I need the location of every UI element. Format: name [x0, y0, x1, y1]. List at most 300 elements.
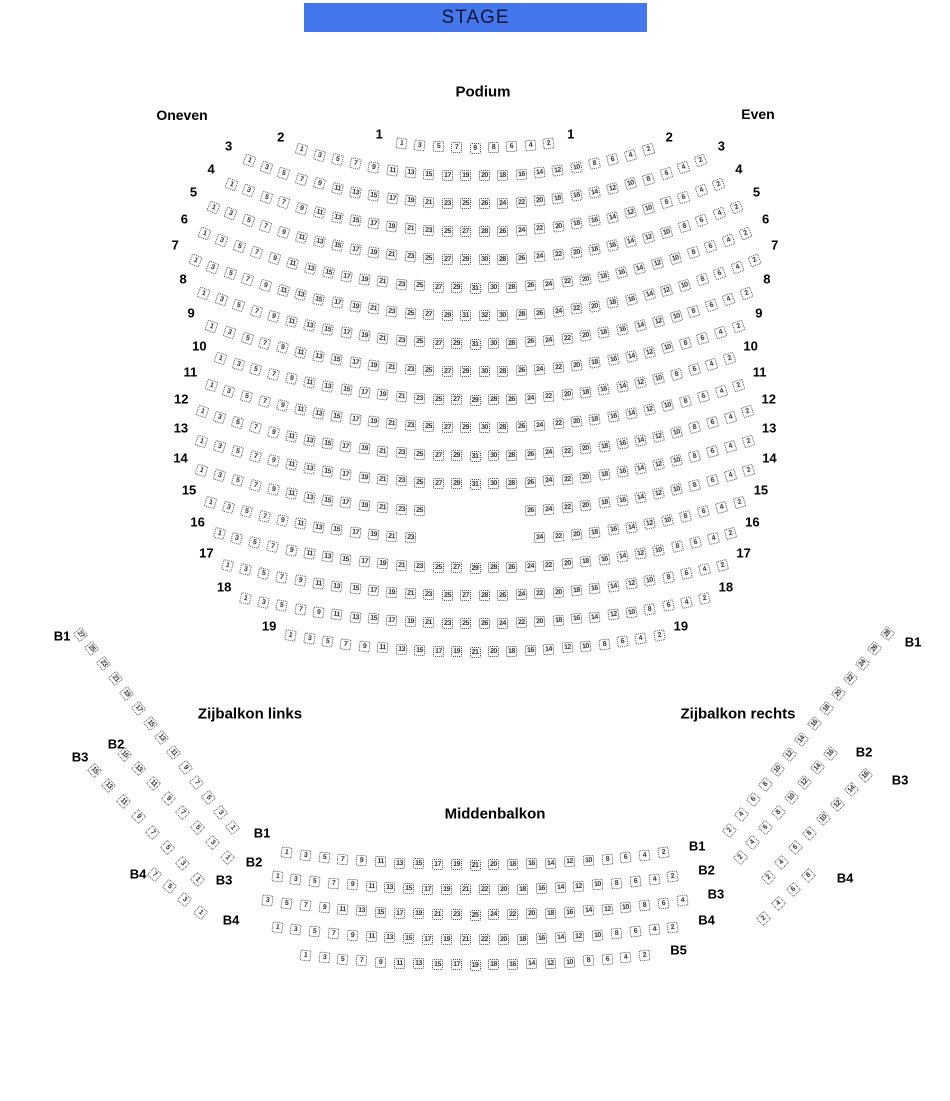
- podium-row-6-seat[interactable]: 4: [721, 233, 735, 247]
- podium-row-17-seat[interactable]: 7: [275, 571, 288, 584]
- podium-row-6-seat[interactable]: 14: [633, 262, 646, 275]
- podium-row-3-seat[interactable]: 14: [588, 186, 601, 199]
- zijbalkon-rechts-row-B1-seat[interactable]: 6: [746, 792, 761, 807]
- podium-row-16-seat[interactable]: 19: [377, 558, 389, 570]
- podium-row-18-seat[interactable]: 15: [367, 613, 379, 625]
- podium-row-7-seat[interactable]: 16: [624, 292, 637, 305]
- podium-row-2-seat[interactable]: 8: [588, 157, 601, 170]
- zijbalkon-links-row-B3-seat[interactable]: 13: [101, 778, 117, 794]
- podium-row-19-seat[interactable]: 7: [340, 638, 352, 650]
- podium-row-10-seat[interactable]: 20: [561, 389, 573, 401]
- podium-row-16-seat[interactable]: 26: [506, 562, 517, 573]
- middenbalkon-row-B2-seat[interactable]: 19: [441, 884, 452, 895]
- zijbalkon-rechts-row-B1-seat[interactable]: 2: [721, 822, 736, 837]
- podium-row-14-seat[interactable]: 1: [195, 464, 209, 478]
- middenbalkon-row-B1-seat[interactable]: 12: [564, 856, 576, 868]
- podium-row-16-seat[interactable]: 17: [358, 556, 370, 568]
- podium-row-17-seat[interactable]: 8: [662, 571, 675, 584]
- podium-row-11-seat[interactable]: 17: [349, 413, 361, 425]
- middenbalkon-row-B5-seat[interactable]: 6: [601, 953, 613, 965]
- podium-row-16-seat[interactable]: 24: [525, 561, 537, 573]
- middenbalkon-row-B4-seat[interactable]: 4: [648, 923, 660, 935]
- middenbalkon-row-B3-seat[interactable]: 3: [262, 894, 274, 906]
- middenbalkon-row-B4-seat[interactable]: 18: [517, 934, 528, 945]
- zijbalkon-links-row-B2-seat[interactable]: 11: [146, 776, 162, 792]
- zijbalkon-links-row-B1-seat[interactable]: 5: [201, 790, 216, 805]
- podium-row-6-seat[interactable]: 18: [597, 270, 610, 283]
- middenbalkon-row-B2-seat[interactable]: 22: [479, 884, 490, 895]
- podium-row-5-seat[interactable]: 16: [606, 239, 619, 252]
- podium-row-2-seat[interactable]: 13: [404, 166, 416, 178]
- podium-row-6-seat[interactable]: 5: [232, 240, 246, 254]
- podium-row-15-seat[interactable]: 14: [625, 521, 638, 534]
- podium-row-3-seat[interactable]: 13: [349, 186, 362, 199]
- podium-row-6-seat[interactable]: 3: [215, 233, 229, 247]
- middenbalkon-row-B3-seat[interactable]: 10: [620, 901, 632, 913]
- podium-row-10-seat[interactable]: 13: [321, 380, 334, 393]
- podium-row-4-seat[interactable]: 3: [242, 184, 256, 198]
- middenbalkon-row-B2-seat[interactable]: 16: [535, 883, 546, 894]
- podium-row-12-seat[interactable]: 27: [432, 449, 443, 460]
- podium-row-10-seat[interactable]: 26: [506, 393, 517, 404]
- middenbalkon-row-B4-seat[interactable]: 7: [327, 927, 339, 939]
- zijbalkon-rechts-row-B1-seat[interactable]: 10: [770, 762, 785, 777]
- podium-row-8-seat[interactable]: 3: [214, 293, 228, 307]
- podium-row-10-seat[interactable]: 19: [377, 389, 389, 401]
- podium-row-9-seat[interactable]: 22: [552, 362, 564, 374]
- middenbalkon-row-B3-seat[interactable]: 18: [545, 907, 557, 919]
- podium-row-13-seat[interactable]: 1: [195, 434, 209, 448]
- middenbalkon-row-B5-seat[interactable]: 12: [545, 957, 557, 969]
- zijbalkon-links-row-B3-seat[interactable]: 11: [116, 793, 132, 809]
- podium-row-8-seat[interactable]: 10: [669, 310, 683, 324]
- podium-row-4-seat[interactable]: 8: [659, 196, 673, 210]
- podium-row-12-seat[interactable]: 25: [414, 448, 426, 460]
- podium-row-6-seat[interactable]: 8: [686, 246, 700, 260]
- zijbalkon-rechts-row-B1-seat[interactable]: 26: [867, 640, 882, 655]
- podium-row-19-seat[interactable]: 9: [358, 640, 370, 652]
- podium-row-8-seat[interactable]: 5: [232, 299, 246, 313]
- podium-row-13-seat[interactable]: 27: [432, 478, 443, 489]
- podium-row-7-seat[interactable]: 17: [331, 296, 344, 309]
- podium-row-12-seat[interactable]: 29: [451, 450, 462, 461]
- podium-row-5-seat[interactable]: 3: [224, 207, 238, 221]
- podium-row-9-seat[interactable]: 13: [312, 350, 325, 363]
- zijbalkon-rechts-row-B1-seat[interactable]: 22: [843, 671, 858, 686]
- zijbalkon-links-row-B2-seat[interactable]: 5: [190, 820, 206, 836]
- podium-row-14-seat[interactable]: 5: [230, 474, 243, 487]
- podium-row-12-seat[interactable]: 26: [525, 448, 537, 460]
- podium-row-6-seat[interactable]: 25: [414, 280, 426, 292]
- zijbalkon-rechts-row-B2-seat[interactable]: 14: [809, 760, 825, 776]
- podium-row-18-seat[interactable]: 12: [607, 609, 619, 621]
- podium-row-18-seat[interactable]: 25: [460, 618, 471, 629]
- podium-row-13-seat[interactable]: 13: [303, 462, 316, 475]
- podium-row-15-seat[interactable]: 12: [643, 517, 656, 530]
- zijbalkon-rechts-row-B2-seat[interactable]: 6: [758, 820, 774, 836]
- middenbalkon-row-B5-seat[interactable]: 9: [375, 956, 387, 968]
- podium-row-17-seat[interactable]: 6: [680, 567, 693, 580]
- middenbalkon-row-B2-seat[interactable]: 11: [365, 880, 377, 892]
- podium-row-13-seat[interactable]: 24: [543, 475, 555, 487]
- podium-row-16-seat[interactable]: 11: [303, 548, 316, 561]
- podium-row-3-seat[interactable]: 6: [659, 167, 673, 181]
- podium-row-9-seat[interactable]: 5: [240, 331, 254, 345]
- podium-row-17-seat[interactable]: 17: [367, 585, 379, 597]
- podium-row-7-seat[interactable]: 31: [460, 310, 471, 321]
- podium-row-7-seat[interactable]: 23: [386, 305, 398, 317]
- podium-row-2-seat[interactable]: 3: [313, 148, 327, 162]
- zijbalkon-rechts-row-B3-seat[interactable]: 10: [816, 811, 832, 827]
- podium-row-8-seat[interactable]: 19: [358, 330, 370, 342]
- podium-row-5-seat[interactable]: 1: [207, 200, 221, 214]
- middenbalkon-row-B1-seat[interactable]: 18: [507, 859, 518, 870]
- podium-row-13-seat[interactable]: 10: [670, 454, 683, 467]
- podium-row-3-seat[interactable]: 3: [259, 160, 273, 174]
- podium-row-3-seat[interactable]: 23: [442, 198, 453, 209]
- podium-row-6-seat[interactable]: 10: [669, 252, 683, 266]
- podium-row-17-seat[interactable]: 2: [716, 558, 729, 571]
- zijbalkon-rechts-row-B2-seat[interactable]: 10: [784, 790, 800, 806]
- podium-row-4-seat[interactable]: 13: [331, 211, 344, 224]
- podium-row-12-seat[interactable]: 3: [213, 411, 227, 425]
- podium-row-10-seat[interactable]: 10: [652, 372, 665, 385]
- podium-row-9-seat[interactable]: 9: [276, 341, 289, 354]
- zijbalkon-links-row-B1-seat[interactable]: 1: [224, 819, 239, 834]
- podium-row-5-seat[interactable]: 15: [331, 239, 344, 252]
- podium-row-2-seat[interactable]: 18: [497, 170, 509, 182]
- podium-row-10-seat[interactable]: 29: [470, 395, 481, 406]
- podium-row-18-seat[interactable]: 8: [644, 603, 657, 616]
- podium-row-3-seat[interactable]: 25: [460, 198, 471, 209]
- podium-row-13-seat[interactable]: 5: [231, 445, 245, 459]
- podium-row-6-seat[interactable]: 24: [543, 278, 555, 290]
- podium-row-13-seat[interactable]: 8: [688, 450, 701, 463]
- middenbalkon-row-B5-seat[interactable]: 13: [413, 958, 424, 969]
- podium-row-16-seat[interactable]: 2: [724, 527, 737, 540]
- middenbalkon-row-B1-seat[interactable]: 8: [601, 853, 613, 865]
- middenbalkon-row-B4-seat[interactable]: 22: [479, 934, 490, 945]
- podium-row-8-seat[interactable]: 8: [687, 305, 701, 319]
- podium-row-19-seat[interactable]: 4: [635, 633, 648, 646]
- podium-row-12-seat[interactable]: 10: [670, 426, 683, 439]
- podium-row-1-seat[interactable]: 8: [488, 142, 499, 153]
- podium-row-9-seat[interactable]: 15: [331, 353, 344, 366]
- zijbalkon-rechts-row-B3-seat[interactable]: 6: [788, 840, 804, 856]
- podium-row-11-seat[interactable]: 24: [534, 420, 546, 432]
- podium-row-15-seat[interactable]: 13: [312, 521, 325, 534]
- middenbalkon-row-B1-seat[interactable]: 17: [432, 859, 443, 870]
- podium-row-13-seat[interactable]: 19: [358, 471, 370, 483]
- podium-row-9-seat[interactable]: 1: [205, 319, 219, 333]
- podium-row-19-seat[interactable]: 13: [395, 644, 407, 656]
- middenbalkon-row-B5-seat[interactable]: 1: [299, 950, 311, 962]
- podium-row-3-seat[interactable]: 10: [624, 177, 637, 190]
- podium-row-8-seat[interactable]: 13: [303, 319, 316, 332]
- middenbalkon-row-B3-seat[interactable]: 17: [394, 907, 406, 919]
- zijbalkon-links-row-B1-seat[interactable]: 27: [72, 626, 87, 641]
- podium-row-3-seat[interactable]: 7: [295, 172, 309, 186]
- podium-row-8-seat[interactable]: 21: [377, 332, 389, 344]
- zijbalkon-links-row-B2-seat[interactable]: 13: [131, 761, 147, 777]
- middenbalkon-row-B2-seat[interactable]: 20: [498, 884, 509, 895]
- podium-row-14-seat[interactable]: 14: [634, 491, 647, 504]
- podium-row-9-seat[interactable]: 23: [404, 363, 416, 375]
- podium-row-13-seat[interactable]: 11: [285, 458, 298, 471]
- podium-row-8-seat[interactable]: 7: [249, 305, 263, 319]
- zijbalkon-rechts-row-B1-seat[interactable]: 16: [806, 716, 821, 731]
- podium-row-7-seat[interactable]: 11: [276, 283, 290, 297]
- podium-row-2-seat[interactable]: 4: [624, 148, 638, 162]
- podium-row-9-seat[interactable]: 18: [588, 356, 601, 369]
- podium-row-12-seat[interactable]: 28: [506, 449, 517, 460]
- middenbalkon-row-B2-seat[interactable]: 13: [384, 882, 396, 894]
- podium-row-9-seat[interactable]: 16: [607, 353, 620, 366]
- podium-row-8-seat[interactable]: 9: [267, 310, 281, 324]
- zijbalkon-links-row-B3-seat[interactable]: 7: [145, 825, 161, 841]
- podium-row-17-seat[interactable]: 15: [349, 583, 361, 595]
- middenbalkon-row-B5-seat[interactable]: 2: [639, 950, 651, 962]
- podium-row-19-seat[interactable]: 16: [525, 645, 537, 657]
- podium-row-14-seat[interactable]: 7: [248, 479, 261, 492]
- podium-row-4-seat[interactable]: 17: [367, 218, 380, 231]
- podium-row-6-seat[interactable]: 29: [451, 282, 462, 293]
- podium-row-19-seat[interactable]: 3: [303, 633, 316, 646]
- middenbalkon-row-B1-seat[interactable]: 13: [394, 857, 406, 869]
- podium-row-7-seat[interactable]: 6: [713, 266, 727, 280]
- podium-row-14-seat[interactable]: 21: [377, 501, 389, 513]
- zijbalkon-links-row-B1-seat[interactable]: 19: [119, 686, 134, 701]
- podium-row-14-seat[interactable]: 4: [724, 469, 738, 483]
- podium-row-5-seat[interactable]: 11: [295, 230, 308, 243]
- podium-row-11-seat[interactable]: 1: [204, 378, 218, 392]
- podium-row-11-seat[interactable]: 6: [697, 389, 711, 403]
- podium-row-8-seat[interactable]: 17: [340, 327, 353, 340]
- zijbalkon-links-row-B2-seat[interactable]: 3: [205, 835, 221, 851]
- podium-row-17-seat[interactable]: 14: [607, 580, 619, 592]
- podium-row-8-seat[interactable]: 20: [579, 330, 591, 342]
- podium-row-5-seat[interactable]: 25: [423, 253, 435, 265]
- middenbalkon-row-B1-seat[interactable]: 6: [620, 851, 632, 863]
- podium-row-18-seat[interactable]: 9: [312, 606, 325, 619]
- podium-row-4-seat[interactable]: 16: [588, 214, 601, 227]
- podium-row-8-seat[interactable]: 15: [321, 323, 334, 336]
- podium-row-2-seat[interactable]: 15: [423, 168, 435, 180]
- podium-row-6-seat[interactable]: 22: [561, 276, 573, 288]
- podium-row-4-seat[interactable]: 2: [711, 177, 725, 191]
- middenbalkon-row-B2-seat[interactable]: 4: [648, 873, 660, 885]
- podium-row-15-seat[interactable]: 1: [203, 496, 217, 510]
- podium-row-6-seat[interactable]: 11: [285, 257, 298, 270]
- podium-row-16-seat[interactable]: 9: [285, 544, 298, 557]
- podium-row-11-seat[interactable]: 10: [661, 399, 674, 412]
- podium-row-13-seat[interactable]: 28: [506, 478, 517, 489]
- podium-row-4-seat[interactable]: 14: [606, 211, 619, 224]
- podium-row-14-seat[interactable]: 24: [543, 503, 555, 515]
- podium-row-18-seat[interactable]: 7: [294, 603, 307, 616]
- podium-row-5-seat[interactable]: 26: [515, 253, 527, 265]
- podium-row-18-seat[interactable]: 2: [698, 592, 711, 605]
- podium-row-8-seat[interactable]: 26: [525, 336, 537, 348]
- podium-row-11-seat[interactable]: 23: [404, 420, 416, 432]
- podium-row-3-seat[interactable]: 2: [694, 154, 708, 168]
- podium-row-12-seat[interactable]: 31: [470, 451, 481, 462]
- podium-row-2-seat[interactable]: 9: [367, 161, 380, 174]
- podium-row-17-seat[interactable]: 1: [221, 558, 234, 571]
- podium-row-16-seat[interactable]: 6: [688, 536, 701, 549]
- podium-row-2-seat[interactable]: 5: [331, 153, 344, 166]
- podium-row-6-seat[interactable]: 16: [615, 266, 628, 279]
- podium-row-9-seat[interactable]: 25: [423, 365, 435, 377]
- middenbalkon-row-B4-seat[interactable]: 6: [629, 926, 641, 938]
- podium-row-2-seat[interactable]: 19: [460, 170, 471, 181]
- podium-row-16-seat[interactable]: 1: [212, 527, 225, 540]
- podium-row-11-seat[interactable]: 28: [497, 422, 508, 433]
- podium-row-17-seat[interactable]: 3: [239, 563, 252, 576]
- zijbalkon-links-row-B1-seat[interactable]: 13: [154, 730, 169, 745]
- podium-row-8-seat[interactable]: 25: [414, 336, 426, 348]
- zijbalkon-rechts-row-B3-seat[interactable]: 16: [857, 767, 873, 783]
- podium-row-10-seat[interactable]: 28: [488, 394, 499, 405]
- podium-row-9-seat[interactable]: 21: [386, 362, 398, 374]
- podium-row-3-seat[interactable]: 21: [423, 196, 435, 208]
- podium-row-3-seat[interactable]: 20: [534, 195, 546, 207]
- podium-row-3-seat[interactable]: 11: [331, 182, 344, 195]
- middenbalkon-row-B1-seat[interactable]: 2: [657, 847, 669, 859]
- podium-row-15-seat[interactable]: 10: [661, 514, 674, 527]
- podium-row-12-seat[interactable]: 18: [598, 440, 611, 453]
- podium-row-7-seat[interactable]: 18: [606, 296, 619, 309]
- podium-row-10-seat[interactable]: 22: [543, 391, 555, 403]
- podium-row-5-seat[interactable]: 12: [642, 230, 655, 243]
- podium-row-14-seat[interactable]: 2: [741, 464, 755, 478]
- middenbalkon-row-B2-seat[interactable]: 2: [667, 871, 679, 883]
- podium-row-17-seat[interactable]: 5: [257, 567, 270, 580]
- podium-row-16-seat[interactable]: 23: [414, 561, 426, 573]
- podium-row-14-seat[interactable]: 11: [285, 487, 298, 500]
- middenbalkon-row-B5-seat[interactable]: 16: [507, 959, 518, 970]
- podium-row-1-seat[interactable]: 3: [414, 139, 426, 151]
- middenbalkon-row-B4-seat[interactable]: 3: [290, 923, 302, 935]
- podium-row-12-seat[interactable]: 21: [377, 445, 389, 457]
- podium-row-13-seat[interactable]: 4: [724, 440, 738, 454]
- podium-row-15-seat[interactable]: 19: [367, 528, 379, 540]
- middenbalkon-row-B5-seat[interactable]: 5: [337, 953, 349, 965]
- podium-row-4-seat[interactable]: 4: [694, 184, 708, 198]
- podium-row-7-seat[interactable]: 10: [678, 278, 692, 292]
- middenbalkon-row-B1-seat[interactable]: 15: [413, 858, 424, 869]
- podium-row-12-seat[interactable]: 6: [706, 416, 720, 430]
- podium-row-12-seat[interactable]: 23: [395, 447, 407, 459]
- zijbalkon-links-row-B1-seat[interactable]: 11: [166, 745, 181, 760]
- middenbalkon-row-B2-seat[interactable]: 14: [554, 882, 566, 894]
- podium-row-1-seat[interactable]: 9: [470, 143, 481, 154]
- zijbalkon-links-row-B2-seat[interactable]: 7: [175, 805, 191, 821]
- middenbalkon-row-B4-seat[interactable]: 14: [554, 932, 566, 944]
- podium-row-11-seat[interactable]: 11: [294, 403, 307, 416]
- podium-row-12-seat[interactable]: 4: [723, 411, 737, 425]
- podium-row-16-seat[interactable]: 28: [488, 562, 499, 573]
- podium-row-4-seat[interactable]: 25: [442, 226, 453, 237]
- middenbalkon-row-B3-seat[interactable]: 16: [564, 906, 576, 918]
- podium-row-9-seat[interactable]: 30: [479, 366, 490, 377]
- podium-row-18-seat[interactable]: 14: [589, 611, 601, 623]
- podium-row-12-seat[interactable]: 19: [358, 443, 370, 455]
- podium-row-18-seat[interactable]: 16: [571, 613, 583, 625]
- podium-row-7-seat[interactable]: 15: [312, 292, 325, 305]
- podium-row-1-seat[interactable]: 2: [543, 137, 555, 149]
- middenbalkon-row-B2-seat[interactable]: 9: [346, 879, 358, 891]
- middenbalkon-row-B3-seat[interactable]: 14: [582, 905, 594, 917]
- podium-row-11-seat[interactable]: 2: [732, 378, 746, 392]
- zijbalkon-rechts-row-B3-seat[interactable]: 2: [760, 869, 776, 885]
- podium-row-5-seat[interactable]: 17: [349, 243, 362, 256]
- middenbalkon-row-B5-seat[interactable]: 17: [451, 959, 462, 970]
- middenbalkon-row-B4-seat[interactable]: 1: [271, 921, 283, 933]
- podium-row-14-seat[interactable]: 3: [213, 469, 227, 483]
- podium-row-19-seat[interactable]: 1: [285, 630, 298, 643]
- podium-row-18-seat[interactable]: 4: [680, 596, 693, 609]
- podium-row-8-seat[interactable]: 18: [598, 327, 611, 340]
- podium-row-4-seat[interactable]: 20: [552, 220, 564, 232]
- podium-row-8-seat[interactable]: 23: [395, 334, 407, 346]
- zijbalkon-rechts-row-B2-seat[interactable]: 8: [771, 805, 787, 821]
- podium-row-3-seat[interactable]: 16: [570, 189, 583, 202]
- podium-row-13-seat[interactable]: 9: [267, 454, 280, 467]
- podium-row-10-seat[interactable]: 24: [525, 392, 537, 404]
- middenbalkon-row-B1-seat[interactable]: 20: [488, 859, 499, 870]
- podium-row-16-seat[interactable]: 20: [561, 558, 573, 570]
- podium-row-17-seat[interactable]: 12: [625, 577, 638, 590]
- podium-row-6-seat[interactable]: 26: [525, 280, 537, 292]
- middenbalkon-row-B3-seat[interactable]: 12: [601, 903, 613, 915]
- podium-row-1-seat[interactable]: 7: [451, 142, 462, 153]
- podium-row-18-seat[interactable]: 17: [386, 615, 398, 627]
- podium-row-4-seat[interactable]: 26: [497, 226, 508, 237]
- podium-row-7-seat[interactable]: 20: [588, 300, 601, 313]
- podium-row-12-seat[interactable]: 30: [488, 450, 499, 461]
- podium-row-14-seat[interactable]: 9: [267, 483, 280, 496]
- podium-row-16-seat[interactable]: 10: [652, 544, 665, 557]
- middenbalkon-row-B3-seat[interactable]: 11: [337, 903, 349, 915]
- podium-row-15-seat[interactable]: 5: [239, 505, 252, 518]
- podium-row-13-seat[interactable]: 3: [213, 440, 227, 454]
- podium-row-17-seat[interactable]: 18: [571, 585, 583, 597]
- podium-row-16-seat[interactable]: 3: [230, 532, 243, 545]
- podium-row-10-seat[interactable]: 16: [598, 383, 611, 396]
- middenbalkon-row-B3-seat[interactable]: 4: [676, 894, 688, 906]
- podium-row-14-seat[interactable]: 20: [580, 499, 592, 511]
- podium-row-17-seat[interactable]: 24: [515, 589, 526, 600]
- podium-row-14-seat[interactable]: 17: [340, 497, 352, 509]
- podium-row-17-seat[interactable]: 4: [698, 563, 711, 576]
- podium-row-15-seat[interactable]: 6: [697, 505, 710, 518]
- podium-row-15-seat[interactable]: 3: [221, 501, 234, 514]
- podium-row-4-seat[interactable]: 11: [313, 206, 326, 219]
- podium-row-8-seat[interactable]: 11: [285, 315, 298, 328]
- podium-row-11-seat[interactable]: 16: [607, 410, 620, 423]
- podium-row-9-seat[interactable]: 14: [625, 350, 638, 363]
- podium-row-14-seat[interactable]: 22: [561, 501, 573, 513]
- podium-row-16-seat[interactable]: 13: [321, 551, 334, 564]
- podium-row-10-seat[interactable]: 18: [579, 386, 591, 398]
- zijbalkon-links-row-B4-seat[interactable]: 5: [162, 879, 177, 894]
- podium-row-2-seat[interactable]: 2: [641, 143, 655, 157]
- podium-row-4-seat[interactable]: 22: [534, 223, 546, 235]
- podium-row-13-seat[interactable]: 29: [451, 478, 462, 489]
- middenbalkon-row-B1-seat[interactable]: 10: [582, 855, 594, 867]
- podium-row-16-seat[interactable]: 4: [706, 532, 719, 545]
